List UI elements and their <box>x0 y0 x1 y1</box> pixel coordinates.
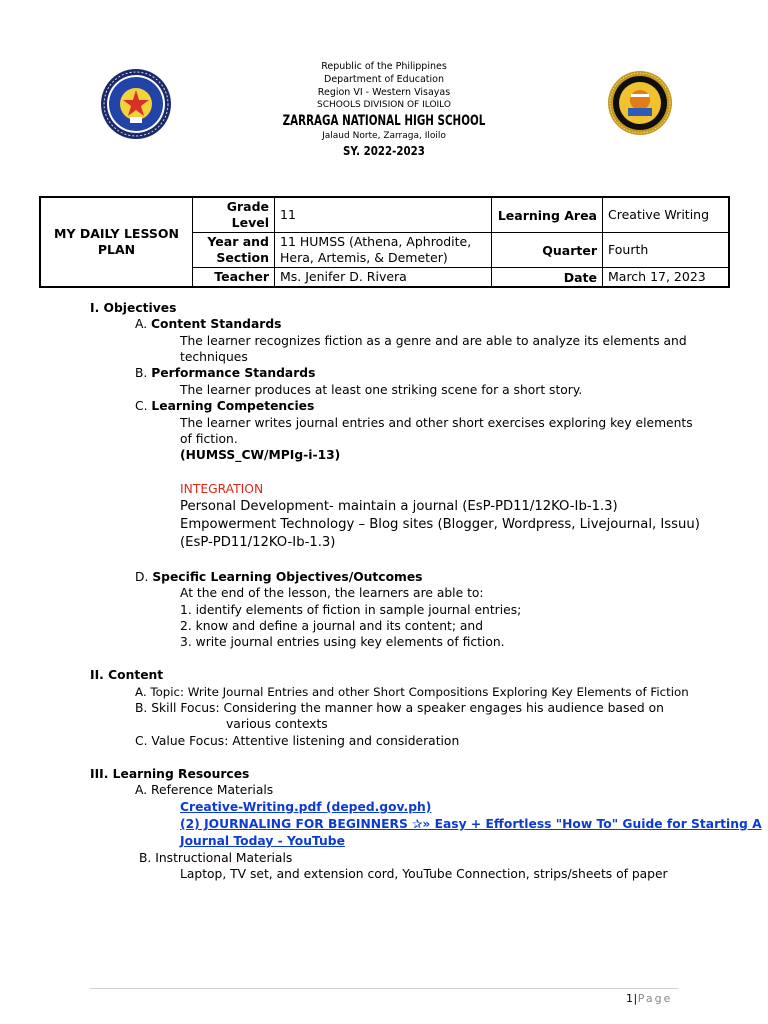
content-value-focus: C. Value Focus: Attentive listening and consideration <box>135 734 460 748</box>
performance-standards-prefix: B. <box>135 366 148 380</box>
learning-competencies-title: Learning Competencies <box>151 399 315 413</box>
reference-link-1-wrapper <box>180 799 431 815</box>
letterhead <box>0 60 768 159</box>
learning-area-value: Creative Writing <box>603 197 730 233</box>
date-value: March 17, 2023 <box>603 268 730 288</box>
reference-link-2b-wrapper <box>180 833 345 849</box>
page-number <box>626 992 672 1005</box>
reference-link-journaling-video-cont[interactable]: Journal Today - YouTube <box>180 834 345 848</box>
letterhead-line-division: SCHOOLS DIVISION OF ILOILO <box>317 100 451 110</box>
specific-objectives-prefix: D. <box>135 570 149 584</box>
instructional-materials-label: B. Instructional Materials <box>139 851 293 865</box>
grade-level-value: 11 <box>275 197 492 233</box>
page-number-separator: | <box>633 992 638 1005</box>
resources-heading: III. Learning Resources <box>90 767 250 781</box>
content-standards-text-1: The learner recognizes fiction as a genre and are able to analyze its elements and <box>180 334 687 348</box>
content-heading: II. Content <box>90 668 164 682</box>
year-section-label: Year and Section <box>193 233 275 268</box>
performance-standards-title: Performance Standards <box>151 366 316 380</box>
school-year: SY. 2022-2023 <box>343 143 425 158</box>
specific-objective-2: 2. know and define a journal and its content; and <box>180 619 484 633</box>
integration-line-3: (EsP-PD11/12KO-Ib-1.3) <box>180 535 336 550</box>
specific-objective-1: 1. identify elements of fiction in sample journal entries; <box>180 603 522 617</box>
learning-area-label: Learning Area <box>492 197 603 233</box>
learning-competencies-prefix: C. <box>135 399 148 413</box>
competency-code: (HUMSS_CW/MPIg-i-13) <box>180 448 341 462</box>
objectives-heading: I. Objectives <box>90 301 177 315</box>
content-skill-focus-1: B. Skill Focus: Considering the manner how a speaker engages his audience based on <box>135 701 664 715</box>
content-standards-title: Content Standards <box>151 317 282 331</box>
integration-line-1: Personal Development- maintain a journal (EsP-PD11/12KO-Ib-1.3) <box>180 499 618 514</box>
quarter-label: Quarter <box>492 233 603 268</box>
learning-competencies-heading <box>135 398 314 414</box>
page-number-word: Page <box>637 992 673 1005</box>
content-standards-text-2: techniques <box>180 350 248 364</box>
content-standards-heading <box>135 316 281 332</box>
reference-link-journaling-video[interactable]: (2) JOURNALING FOR BEGINNERS ✰» Easy + Effortless "How To" Guide for Starting A <box>180 817 762 831</box>
reference-materials-label: A. Reference Materials <box>135 783 274 797</box>
grade-level-label: Grade Level <box>193 197 275 233</box>
page-number-value: 1 <box>626 992 634 1005</box>
specific-objective-3: 3. write journal entries using key elements of fiction. <box>180 635 505 649</box>
letterhead-line-republic: Republic of the Philippines <box>321 61 447 72</box>
learning-competencies-text-2: of fiction. <box>180 432 238 446</box>
specific-objectives-heading <box>135 569 423 585</box>
content-standards-prefix: A. <box>135 317 148 331</box>
integration-line-2: Empowerment Technology – Blog sites (Blogger, Wordpress, Livejournal, Issuu) <box>180 517 700 532</box>
quarter-value: Fourth <box>603 233 730 268</box>
year-section-value: 11 HUMSS (Athena, Aphrodite, Hera, Artemis, & Demeter) <box>275 233 492 268</box>
instructional-materials-text: Laptop, TV set, and extension cord, YouTube Connection, strips/sheets of paper <box>180 867 668 881</box>
specific-objectives-intro: At the end of the lesson, the learners are able to: <box>180 586 484 600</box>
specific-objectives-title: Specific Learning Objectives/Outcomes <box>152 570 423 584</box>
letterhead-line-region: Region VI - Western Visayas <box>317 87 451 98</box>
content-skill-focus-2: various contexts <box>226 717 328 731</box>
learning-competencies-text-1: The learner writes journal entries and other short exercises exploring key elements <box>180 416 693 430</box>
teacher-value: Ms. Jenifer D. Rivera <box>275 268 492 288</box>
performance-standards-heading <box>135 365 315 381</box>
reference-link-2-wrapper <box>180 816 762 832</box>
lesson-info-table <box>39 196 730 288</box>
integration-label: INTEGRATION <box>180 482 264 496</box>
date-label: Date <box>492 268 603 288</box>
teacher-label: Teacher <box>193 268 275 288</box>
school-name: ZARRAGA NATIONAL HIGH SCHOOL <box>282 113 486 129</box>
table-title: MY DAILY LESSON PLAN <box>40 197 193 287</box>
content-topic: A. Topic: Write Journal Entries and other Short Compositions Exploring Key Elements of Fiction <box>135 685 689 699</box>
footer-divider <box>90 988 678 989</box>
school-address: Jalaud Norte, Zarraga, Iloilo <box>322 131 446 141</box>
letterhead-line-department: Department of Education <box>324 74 444 85</box>
reference-link-creative-writing[interactable]: Creative-Writing.pdf (deped.gov.ph) <box>180 800 432 814</box>
performance-standards-text: The learner produces at least one striking scene for a short story. <box>180 383 583 397</box>
